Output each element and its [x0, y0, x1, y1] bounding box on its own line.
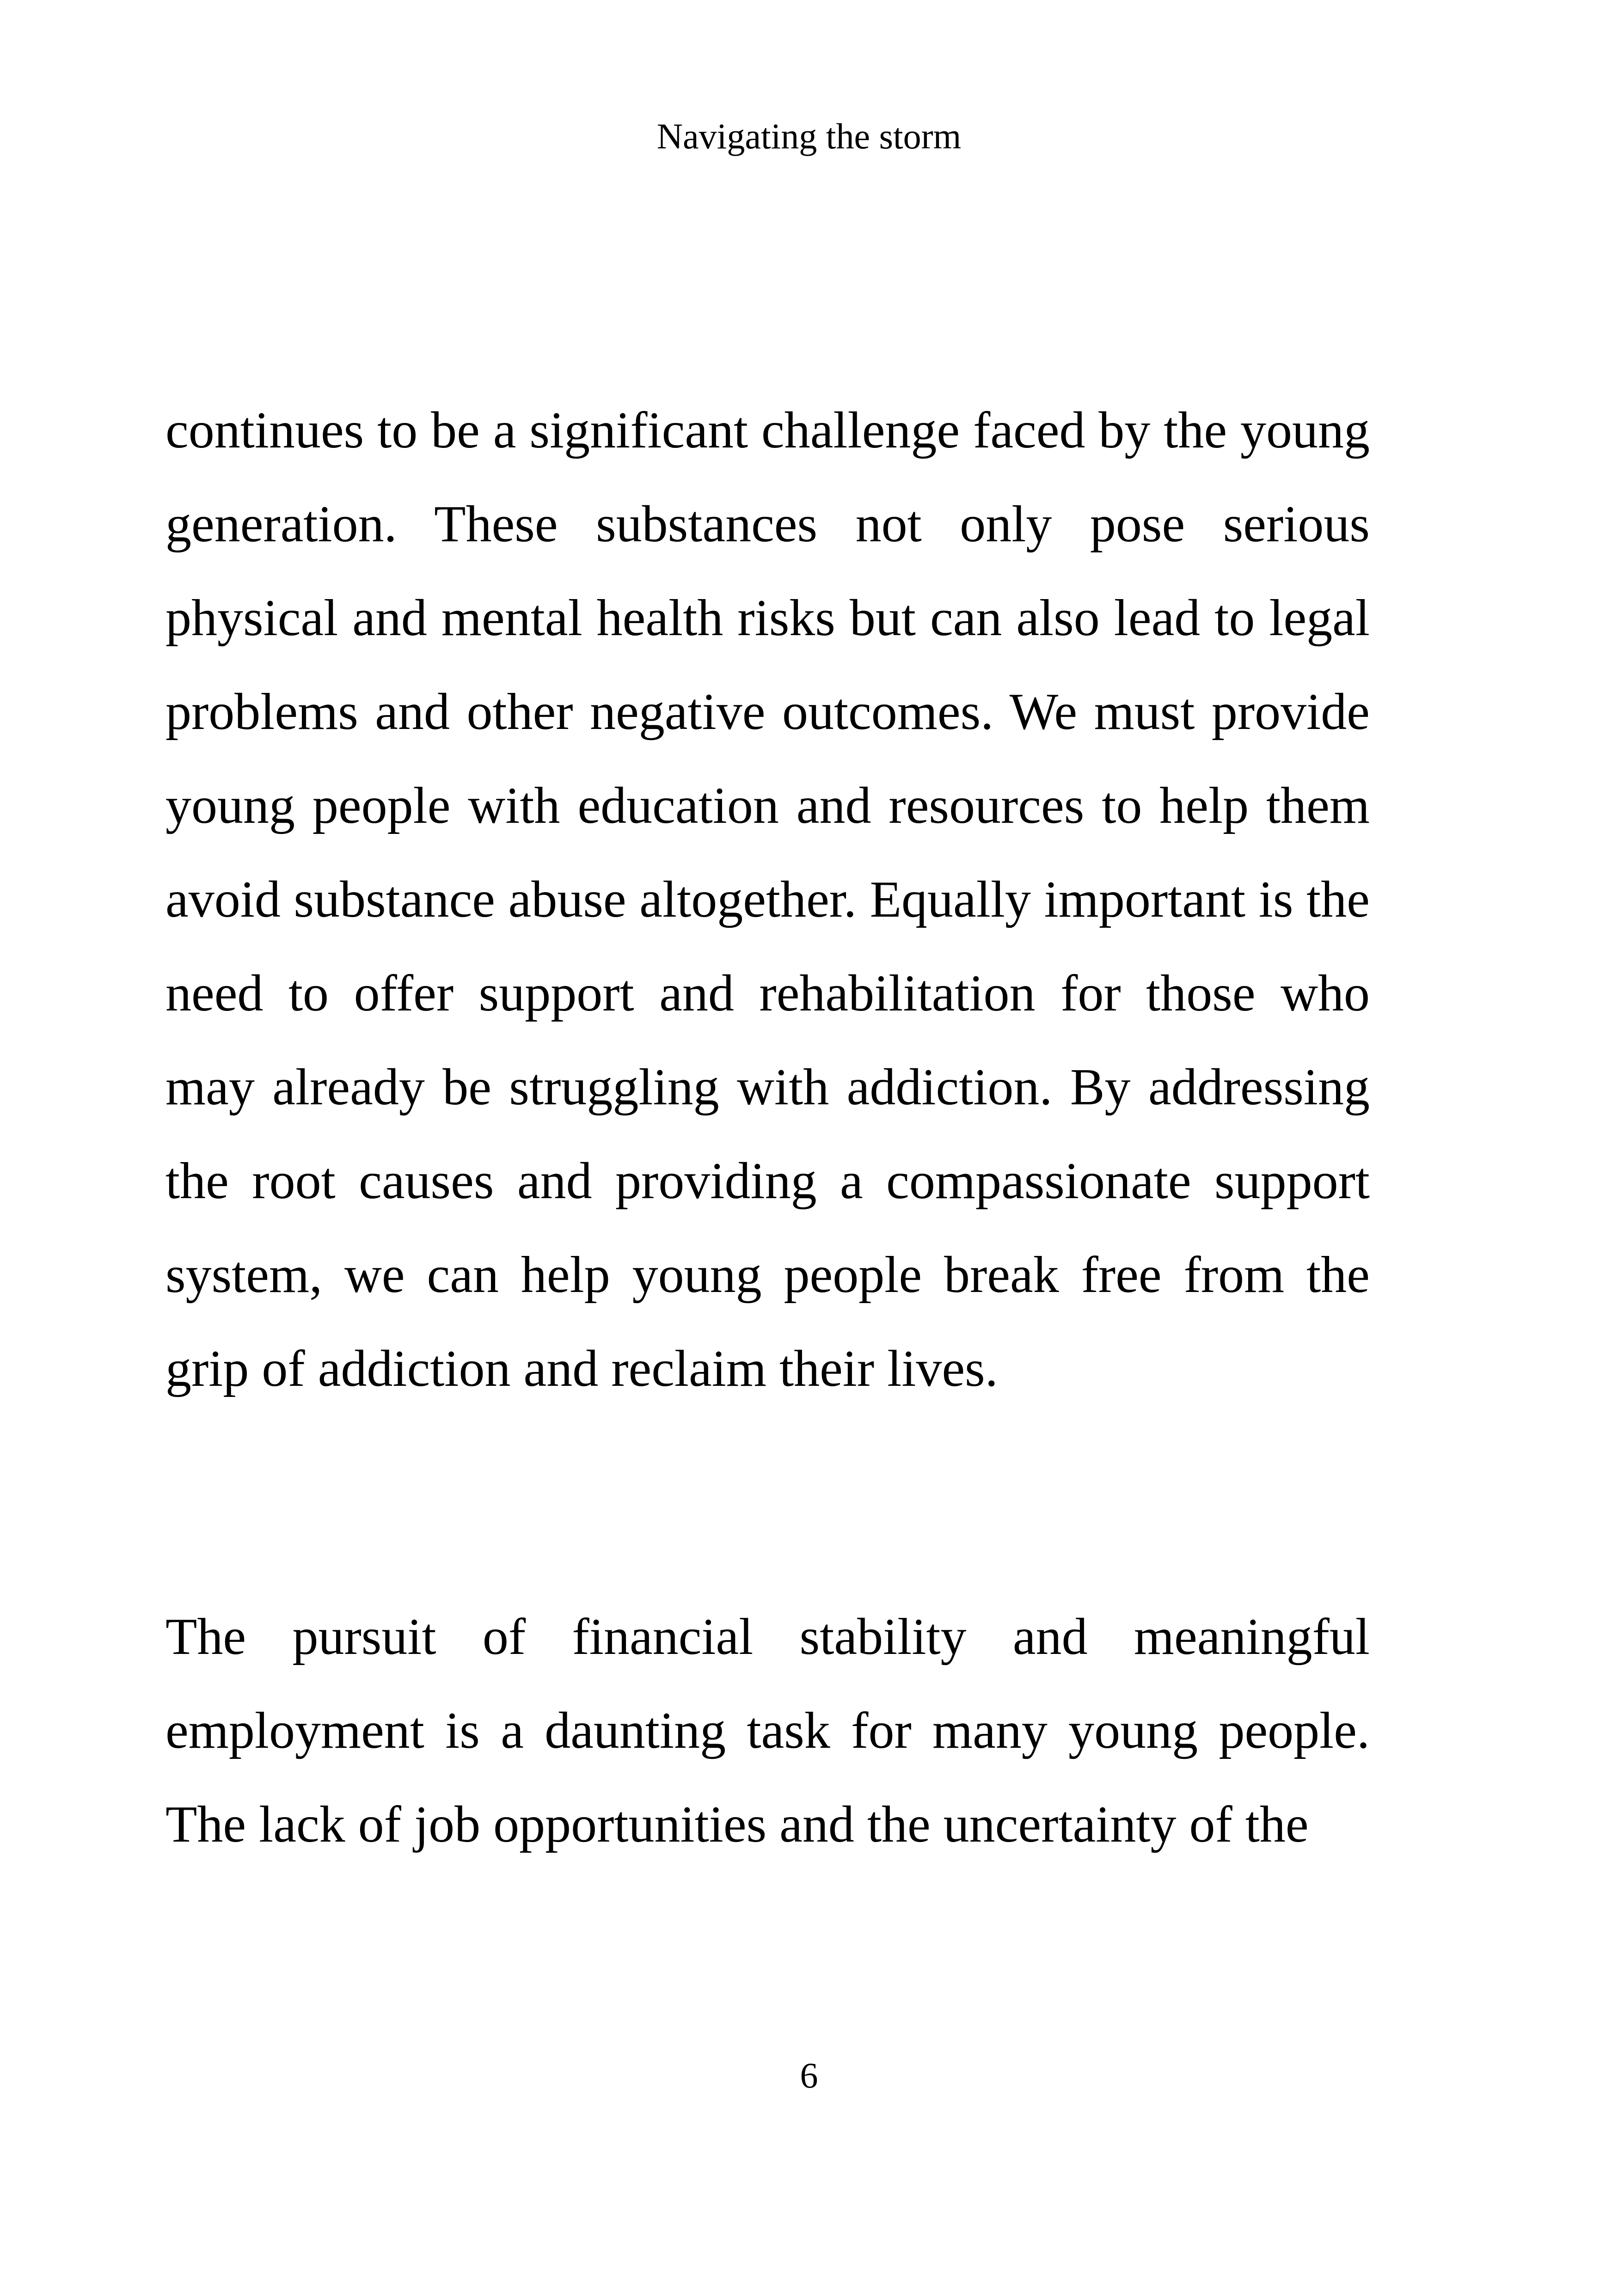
body-paragraph: continues to be a significant challenge faced by the young generation. These substances not only pose serious physical and mental health risks but can also lead to legal problems and other negative outcomes. We must provide young people with education and resources to help them avoid substance abuse altogether. Equally important is the need to offer support and rehabilitation for those who may already be struggling with addiction. By addressing the root causes and providing a compassionate support system, we can help young people break free from the grip of addiction and reclaim their lives.: [165, 402, 1370, 1397]
running-header: Navigating the storm: [656, 116, 962, 156]
page-number: 6: [800, 2055, 818, 2095]
body-paragraph: The pursuit of financial stability and meaningful employment is a daunting task for many young people. The lack of job opportunities and the uncertainty of the: [165, 1608, 1370, 1853]
